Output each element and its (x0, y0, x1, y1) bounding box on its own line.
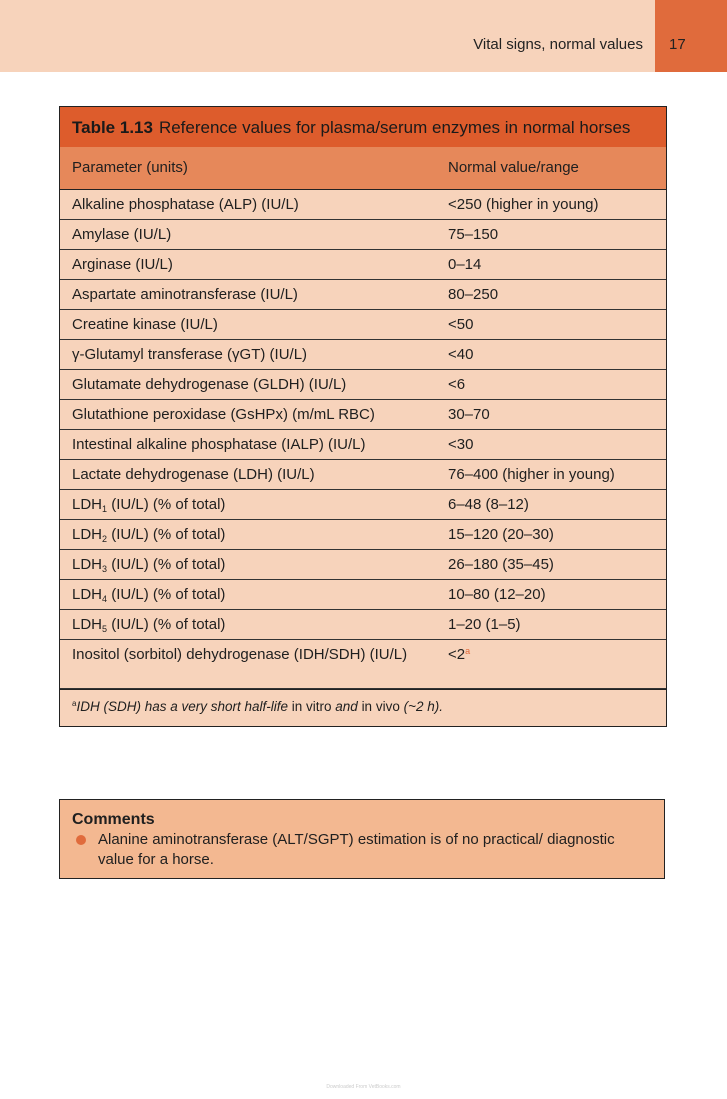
value-cell: 6–48 (8–12) (448, 495, 529, 513)
table-row (60, 370, 666, 400)
table-row (60, 190, 666, 220)
table-row (60, 490, 666, 520)
parameter-cell: Glutamate dehydrogenase (GLDH) (IU/L) (72, 375, 347, 393)
value-cell: <50 (448, 315, 474, 333)
table-row (60, 460, 666, 490)
parameter-cell: $LDH_2$ (IU/L) (% of total) (72, 525, 226, 544)
parameter-cell: $LDH_1$ (IU/L) (% of total) (72, 495, 226, 514)
value-cell: 1–20 (1–5) (448, 615, 521, 633)
page-number-box (655, 0, 727, 72)
table-row (60, 280, 666, 310)
table-title (60, 107, 666, 147)
parameter-cell: Intestinal alkaline phosphatase (IALP) (IU/L) (72, 435, 366, 453)
value-cell: <40 (448, 345, 474, 363)
table-row (60, 430, 666, 460)
table-caption: Reference values for plasma/serum enzymes in normal horses (158, 118, 631, 137)
table-footnote: $^a$IDH (SDH) has a very short half-life in vitro and in vivo (~2 h). (60, 689, 666, 726)
value-cell: 80–250 (448, 285, 499, 303)
value-cell: <30 (448, 435, 474, 453)
column-header-parameter: Parameter (units) (72, 159, 188, 176)
footnote-marker: a (465, 646, 471, 656)
column-header-value: Normal value/range (448, 159, 579, 176)
comment-text: Alanine aminotransferase (ALT/SGPT) estimation is of no practical/ diagnostic value for a horse. (98, 831, 615, 868)
value-cell: 10–80 (12–20) (448, 585, 546, 603)
running-head: Vital signs, normal values (473, 36, 643, 53)
value-cell: <2$^a$ (448, 646, 471, 663)
table-row (60, 520, 666, 550)
parameter-cell: Lactate dehydrogenase (LDH) (IU/L) (72, 465, 315, 483)
parameter-cell: Alkaline phosphatase (ALP) (IU/L) (72, 195, 299, 213)
table-row (60, 550, 666, 580)
comments-title: Comments (72, 811, 155, 828)
table-row (60, 610, 666, 640)
comment-item (72, 830, 652, 870)
page-number: 17 (669, 36, 686, 53)
table-row (60, 400, 666, 430)
parameter-cell: $LDH_4$ (IU/L) (% of total) (72, 585, 226, 604)
table-row (60, 340, 666, 370)
parameter-cell: Arginase (IU/L) (72, 255, 173, 273)
parameter-cell: $LDH_3$ (IU/L) (% of total) (72, 555, 226, 574)
table-label: Table 1.13 (72, 118, 153, 137)
table-header-row (60, 147, 666, 190)
page-header (0, 0, 727, 72)
value-cell: 26–180 (35–45) (448, 555, 554, 573)
table-row (60, 640, 666, 689)
parameter-cell: $LDH_5$ (IU/L) (% of total) (72, 615, 226, 634)
table-row (60, 250, 666, 280)
parameter-cell: γ-Glutamyl transferase (γGT) (IU/L) (72, 345, 308, 363)
enzyme-table (59, 106, 667, 727)
parameter-cell: Aspartate aminotransferase (IU/L) (72, 285, 298, 303)
bullet-icon (76, 835, 86, 845)
parameter-cell: Inositol (sorbitol) dehydrogenase (IDH/SDH) (IU/L) (72, 646, 408, 663)
parameter-cell: Creatine kinase (IU/L) (72, 315, 218, 333)
parameter-cell: Glutathione peroxidase (GsHPx) (m/mL RBC) (72, 405, 375, 423)
watermark: Downloaded From VetBooks.com (326, 1084, 401, 1090)
value-cell: 30–70 (448, 405, 490, 423)
value-cell: 76–400 (higher in young) (448, 465, 615, 483)
value-cell: 75–150 (448, 225, 499, 243)
table-row (60, 580, 666, 610)
value-cell: <250 (higher in young) (448, 195, 599, 213)
table-row (60, 220, 666, 250)
value-cell: 0–14 (448, 255, 482, 273)
parameter-cell: Amylase (IU/L) (72, 225, 172, 243)
comments-box (59, 799, 665, 879)
table-row (60, 310, 666, 340)
value-cell: <6 (448, 375, 466, 393)
value-cell: 15–120 (20–30) (448, 525, 554, 543)
